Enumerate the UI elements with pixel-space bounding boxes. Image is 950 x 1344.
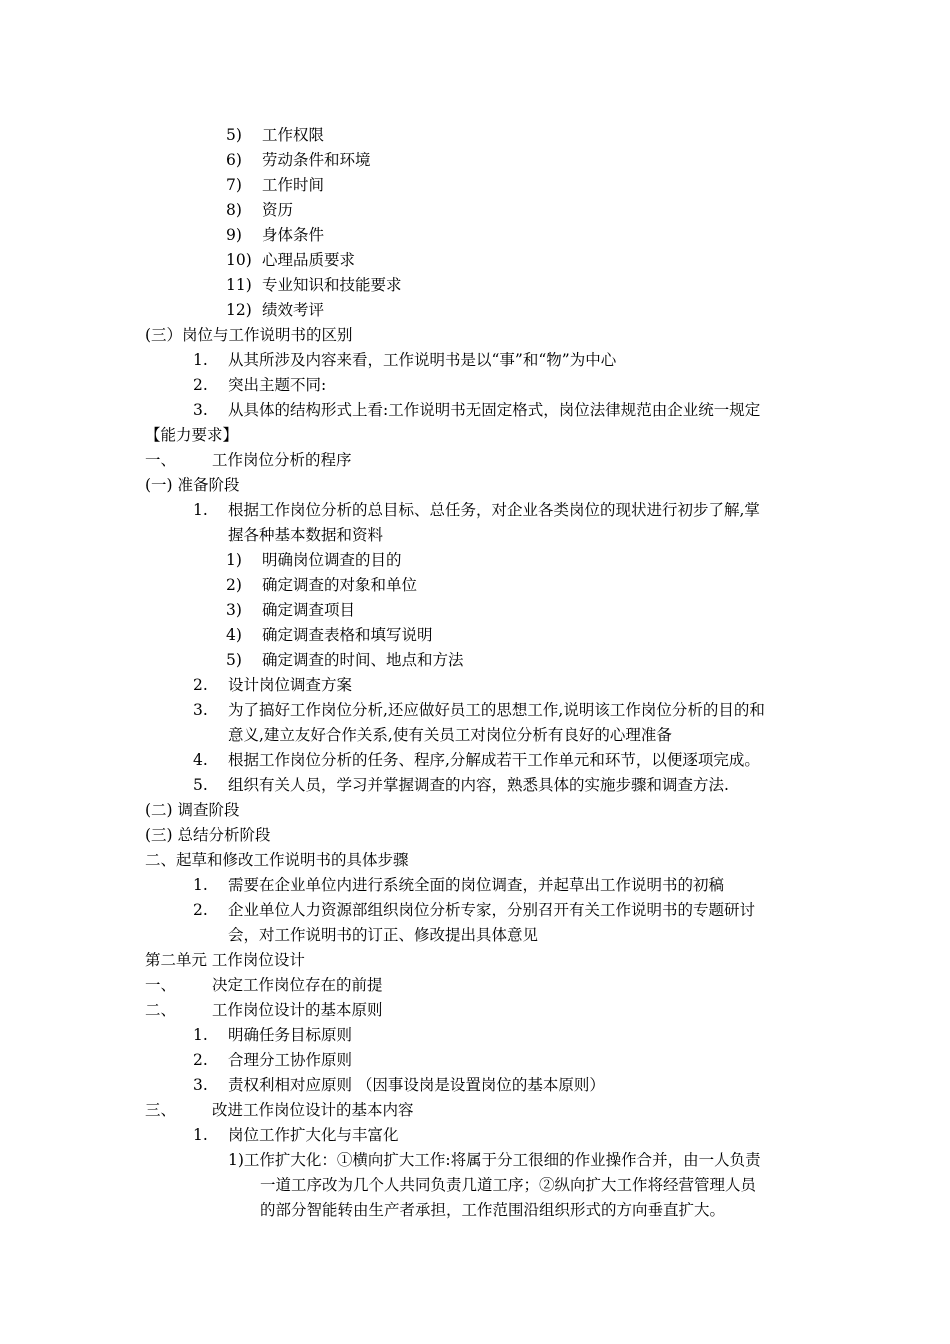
item-number: 1. [193,351,208,369]
item-text: 根据工作岗位分析的总目标、总任务，对企业各类岗位的现状进行初步了解,掌 [228,501,760,519]
item-text: 确定调查的时间、地点和方法 [262,651,464,669]
item-text: 意义,建立友好合作关系,使有关员工对岗位分析有良好的心理准备 [228,726,672,744]
item-number: 10) [226,251,252,269]
item-text: 工作时间 [262,176,325,194]
item-number: 2) [226,576,242,594]
item-number: 2. [193,676,208,694]
item-text: 资历 [262,201,294,219]
item-number: 8) [226,201,242,219]
item-number: 4. [193,751,208,769]
item-text: 组织有关人员，学习并掌握调查的内容，熟悉具体的实施步骤和调查方法. [228,776,729,794]
heading-text: 决定工作岗位存在的前提 [212,976,383,994]
item-number: 1. [193,1026,208,1044]
item-number: 4) [226,626,242,644]
item-number: 二、 [145,1001,177,1019]
item-text: 岗位工作扩大化与丰富化 [228,1126,399,1144]
item-text: 从具体的结构形式上看:工作说明书无固定格式，岗位法律规范由企业统一规定 [228,401,761,419]
item-text: 为了搞好工作岗位分析,还应做好员工的思想工作,说明该工作岗位分析的目的和 [228,701,765,719]
item-number: 3. [193,1076,208,1094]
item-number: 11) [226,276,252,294]
item-text: 明确任务目标原则 [228,1026,353,1044]
item-text: 责权利相对应原则 （因事设岗是设置岗位的基本原则） [228,1076,605,1094]
heading-text: 工作岗位设计的基本原则 [212,1001,383,1019]
item-number: 三、 [145,1101,177,1119]
item-text: 确定调查项目 [262,601,356,619]
item-text: 从其所涉及内容来看，工作说明书是以“事”和“物”为中心 [228,351,617,369]
item-number: 2. [193,376,208,394]
item-text: 身体条件 [262,226,325,244]
item-number: 2. [193,901,208,919]
item-number: 3. [193,401,208,419]
heading-text: 二、起草和修改工作说明书的具体步骤 [145,851,409,869]
item-number: 5) [226,651,242,669]
heading-text: (三）岗位与工作说明书的区别 [145,326,353,344]
item-number: 3) [226,601,242,619]
item-text: 根据工作岗位分析的任务、程序,分解成若干工作单元和环节，以便逐项完成。 [228,751,760,769]
item-text: 明确岗位调查的目的 [262,551,402,569]
heading-text: (二) 调查阶段 [145,801,240,819]
item-number: 一、 [145,451,177,469]
heading-text: 工作岗位分析的程序 [212,451,352,469]
item-text: 绩效考评 [262,301,325,319]
item-text: 会，对工作说明书的订正、修改提出具体意见 [228,926,539,944]
heading-text: 【能力要求】 [145,426,239,444]
item-text: 工作权限 [262,126,325,144]
item-text: 确定调查的对象和单位 [262,576,418,594]
item-text: 需要在企业单位内进行系统全面的岗位调查，并起草出工作说明书的初稿 [228,876,725,894]
item-number: 3. [193,701,208,719]
item-number: 6) [226,151,242,169]
item-text: 合理分工协作原则 [228,1051,353,1069]
heading-text: (一) 准备阶段 [145,476,240,494]
item-text: 1)工作扩大化：①横向扩大工作:将属于分工很细的作业操作合并，由一人负责 [228,1151,761,1169]
item-text: 设计岗位调查方案 [228,676,353,694]
heading-text: (三) 总结分析阶段 [145,826,271,844]
item-number: 12) [226,301,252,319]
item-number: 2. [193,1051,208,1069]
item-text: 企业单位人力资源部组织岗位分析专家，分别召开有关工作说明书的专题研讨 [228,901,756,919]
heading-text: 改进工作岗位设计的基本内容 [212,1101,414,1119]
item-text: 的部分智能转由生产者承担，工作范围沿组织形式的方向垂直扩大。 [260,1201,726,1219]
item-text: 突出主题不同: [228,376,327,394]
item-text: 专业知识和技能要求 [262,276,402,294]
item-text: 握各种基本数据和资料 [228,526,384,544]
item-number: 5) [226,126,242,144]
heading-text: 第二单元 工作岗位设计 [145,951,305,969]
item-text: 心理品质要求 [262,251,356,269]
item-number: 1. [193,501,208,519]
item-number: 5. [193,776,208,794]
item-number: 9) [226,226,242,244]
item-number: 7) [226,176,242,194]
item-text: 确定调查表格和填写说明 [262,626,433,644]
item-number: 一、 [145,976,177,994]
item-number: 1. [193,876,208,894]
item-number: 1) [226,551,242,569]
item-text: 一道工序改为几个人共同负责几道工序；②纵向扩大工作将经营管理人员 [260,1176,757,1194]
item-number: 1. [193,1126,208,1144]
item-text: 劳动条件和环境 [262,151,371,169]
